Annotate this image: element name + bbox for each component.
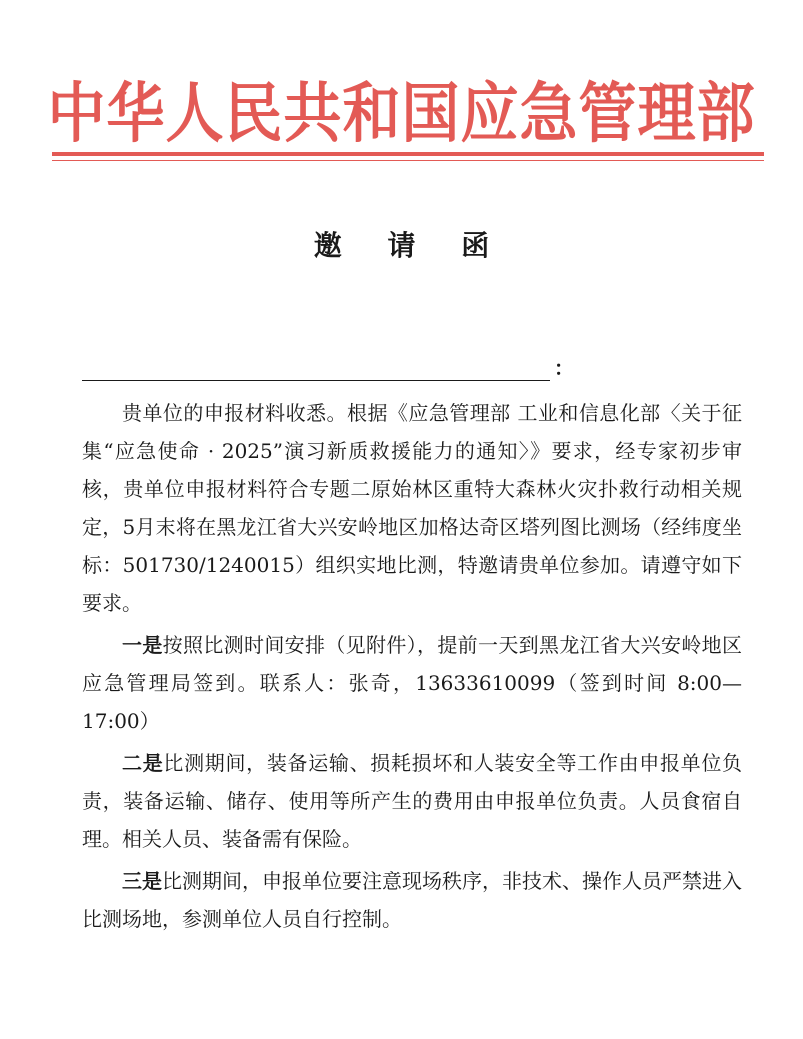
letter-body (82, 394, 742, 938)
salutation-colon: ： (554, 356, 574, 380)
paragraph-text: 比测期间，申报单位要注意现场秩序，非技术、操作人员严禁进入比测场地，参测单位人员自行控制。 (82, 869, 742, 931)
paragraph-requirement-1 (82, 626, 742, 740)
paragraph-requirement-2 (82, 744, 742, 858)
requirement-lead: 三是 (122, 869, 162, 893)
requirement-lead: 二是 (122, 751, 164, 775)
letterhead-rule-thin (52, 160, 764, 161)
document-title: 邀 请 函 (313, 229, 508, 262)
letterhead (0, 68, 803, 158)
paragraph-text: 比测期间，装备运输、损耗损坏和人装安全等工作由申报单位负责，装备运输、储存、使用等所产生的费用由申报单位负责。人员食宿自理。相关人员、装备需有保险。 (82, 751, 743, 851)
paragraph-text: 贵单位的申报材料收悉。根据《应急管理部 工业和信息化部〈关于征集“应急使命 · 2025”演习新质救援能力的通知〉》要求，经专家初步审核，贵单位申报材料符合专题二原始林区重特大森林火灾扑救行动相关规定，5月末将在黑龙江省大兴安岭地区加格达奇区塔列图比测场（经纬度坐标：501730/1240015）组织实地比测，特邀请贵单位参加。请遵守如下要求。 (82, 401, 742, 615)
letterhead-rule-thick (52, 152, 764, 156)
paragraph-text: 按照比测时间安排（见附件），提前一天到黑龙江省大兴安岭地区应急管理局签到。联系人：张奇，13633610099（签到时间 8:00—17:00） (82, 633, 743, 733)
paragraph-requirement-3 (82, 862, 742, 938)
ministry-name: 中华人民共和国应急管理部 (47, 74, 756, 152)
requirement-lead: 一是 (122, 633, 163, 657)
paragraph-intro (82, 394, 742, 622)
recipient-blank-line (82, 358, 550, 381)
salutation (82, 352, 574, 382)
